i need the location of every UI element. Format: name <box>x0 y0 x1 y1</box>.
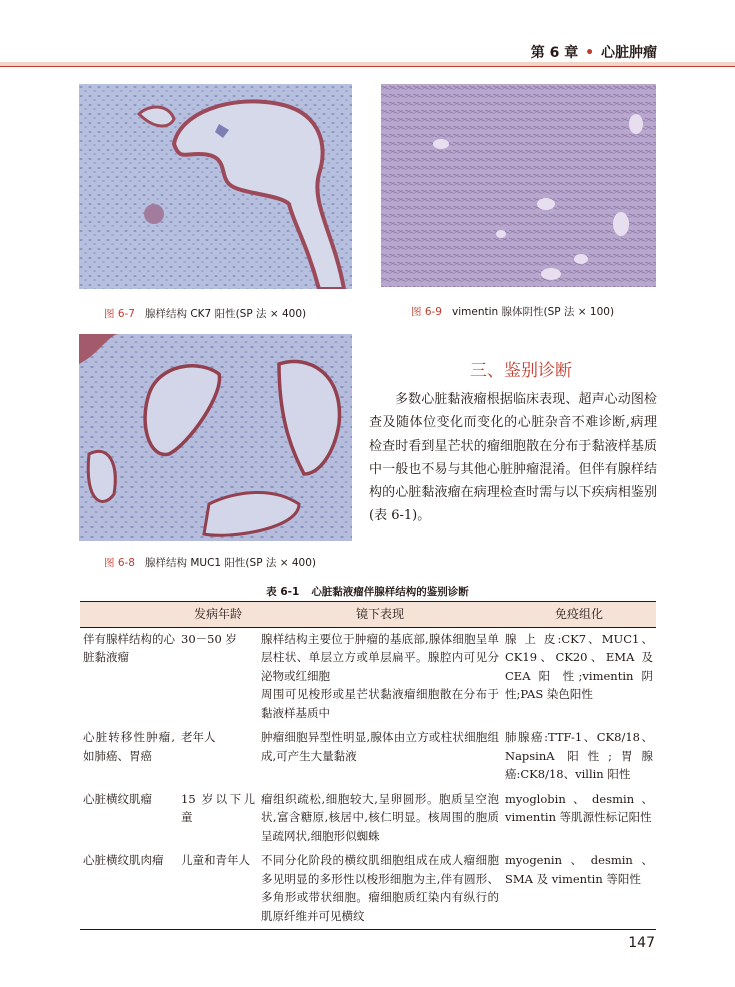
header-separator: • <box>585 45 595 61</box>
table-row <box>80 849 656 930</box>
table-header-row <box>80 602 656 628</box>
running-header <box>531 42 657 62</box>
table-number: 表 6-1 <box>266 586 300 598</box>
page-number: 147 <box>628 935 655 951</box>
header-onset-age: 发病年龄 <box>178 602 258 628</box>
cell-disease: 伴有腺样结构的心脏黏液瘤 <box>83 631 175 664</box>
figure-number: 图 6-8 <box>104 557 135 569</box>
figure-caption-text: 腺样结构 MUC1 阳性(SP 法 × 400) <box>145 557 316 569</box>
cell-ihc: myoglobin、desmin、vimentin 等肌源性标记阳性 <box>505 791 653 824</box>
table-row <box>80 627 656 726</box>
cell-microscopy: 不同分化阶段的横纹肌细胞组成在成人瘤细胞多见明显的多形性以梭形细胞为主,伴有圆形、多角形或带状细胞。瘤细胞质红染内有纵行的肌原纤维并可见横纹 <box>258 849 502 930</box>
cell-disease: 心脏横纹肌肉瘤 <box>80 849 178 930</box>
table-row <box>80 726 656 788</box>
cell-microscopy: 肿瘤细胞异型性明显,腺体由立方或柱状细胞组成,可产生大量黏液 <box>261 730 499 763</box>
figure-6-9-image <box>381 84 656 287</box>
cell-ihc: 腺 上 皮:CK7、MUC1、CK19、CK20、EMA 及 CEA 阳 性;vimentin 阴性;PAS 染色阳性 <box>505 631 653 701</box>
cell-microscopy: 瘤组织疏松,细胞较大,呈卵圆形。胞质呈空泡状,富含糖原,核居中,核仁明显。核周围的胞质呈疏网状,细胞形似蜘蛛 <box>261 791 499 843</box>
figure-caption-text: vimentin 腺体阴性(SP 法 × 100) <box>452 306 615 318</box>
figure-number: 图 6-7 <box>104 308 135 320</box>
figure-6-7-image <box>79 84 352 289</box>
cell-microscopy: 腺样结构主要位于肿瘤的基底部,腺体细胞呈单层柱状、单层立方或单层扁平。腺腔内可见分泌物或红细胞 周围可见梭形或星芒状黏液瘤细胞散在分布于黏液样基质中 <box>261 631 499 720</box>
section-heading: 三、鉴别诊断 <box>470 361 572 381</box>
cell-ihc: myogenin、desmin、SMA 及 vimentin 等阳性 <box>502 849 656 930</box>
cell-age: 老年人 <box>181 730 216 744</box>
figure-6-8-caption <box>104 555 316 570</box>
figure-caption-text: 腺样结构 CK7 阳性(SP 法 × 400) <box>145 308 307 320</box>
cell-age: 30－50 岁 <box>181 631 237 646</box>
cell-disease: 心脏转移性肿瘤,如肺癌、胃癌 <box>83 730 175 763</box>
header-microscopy: 镜下表现 <box>258 602 502 628</box>
cell-age: 15 岁以下儿童 <box>181 791 255 824</box>
figure-6-7-caption <box>104 306 306 321</box>
differential-diagnosis-table <box>80 601 656 930</box>
table-row <box>80 788 656 850</box>
body-paragraph: 多数心脏黏液瘤根据临床表现、超声心动图检查及随体位变化而变化的心脏杂音不难诊断,病理检查时看到星芒状的瘤细胞散在分布于黏液样基质中一般也不易与其他心脏肿瘤混淆。但伴有腺样结构的心脏黏液瘤在病理检查时需与以下疾病相鉴别(表 6-1)。 <box>369 392 657 524</box>
chapter-topic: 心脏肿瘤 <box>601 45 657 61</box>
header-immunohistochemistry: 免疫组化 <box>502 602 656 628</box>
figure-6-9-caption <box>411 304 614 319</box>
table-title-text: 心脏黏液瘤伴腺样结构的鉴别诊断 <box>311 586 469 598</box>
figure-6-8-image <box>79 334 352 541</box>
header-rule <box>0 66 735 67</box>
cell-age: 儿童和青年人 <box>178 849 258 930</box>
cell-ihc: 肺腺癌:TTF-1、CK8/18、NapsinA 阳性;胃腺癌:CK8/18、villin 阳性 <box>505 730 653 781</box>
header-disease <box>80 602 178 628</box>
chapter-number: 第 6 章 <box>530 45 579 61</box>
cell-disease: 心脏横纹肌瘤 <box>83 791 152 806</box>
table-caption <box>0 584 735 599</box>
figure-number: 图 6-9 <box>411 306 442 318</box>
